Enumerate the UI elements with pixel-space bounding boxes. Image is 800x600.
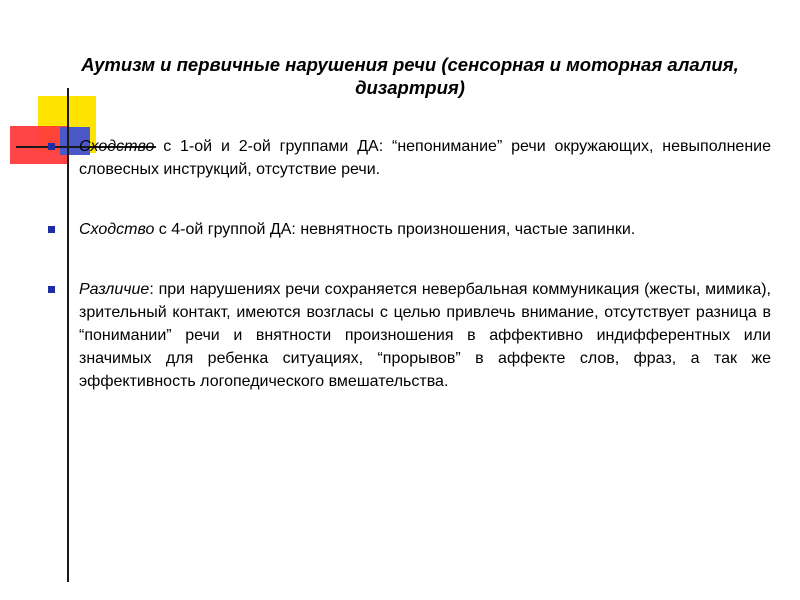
- list-item: [79, 278, 771, 393]
- list-item: [79, 218, 771, 241]
- item-text: с 1-ой и 2-ой группами ДА: “непонимание” речи окружающих, невыполнение словесных инструкций, отсутствие речи.: [79, 138, 771, 178]
- slide-title: Аутизм и первичные нарушения речи (сенсорная и моторная алалия, дизартрия): [81, 54, 739, 98]
- item-separator: [154, 138, 163, 155]
- item-term: Сходство: [79, 138, 155, 155]
- item-text: при нарушениях речи сохраняется невербальная коммуникация (жесты, мимика), зрительный контакт, имеются возгласы с целью привлечь внимание, отсутствует разница в “понимании” речи и внятности произношения в аффективно индифферентных или значимых для ребенка ситуациях, “прорывов” в аффекте слов, фраз, а так же эффективность логопедического вмешательства.: [79, 281, 771, 390]
- item-term: Сходство: [79, 221, 155, 238]
- bullet-icon: [48, 143, 55, 150]
- bullet-icon: [48, 226, 55, 233]
- bullet-icon: [48, 286, 55, 293]
- item-separator: :: [149, 281, 159, 298]
- item-term: Различие: [79, 281, 150, 298]
- list-item: [79, 135, 771, 181]
- decorative-vertical-line: [67, 88, 69, 582]
- item-text: с 4-ой группой ДА: невнятность произношения, частые запинки.: [158, 221, 636, 238]
